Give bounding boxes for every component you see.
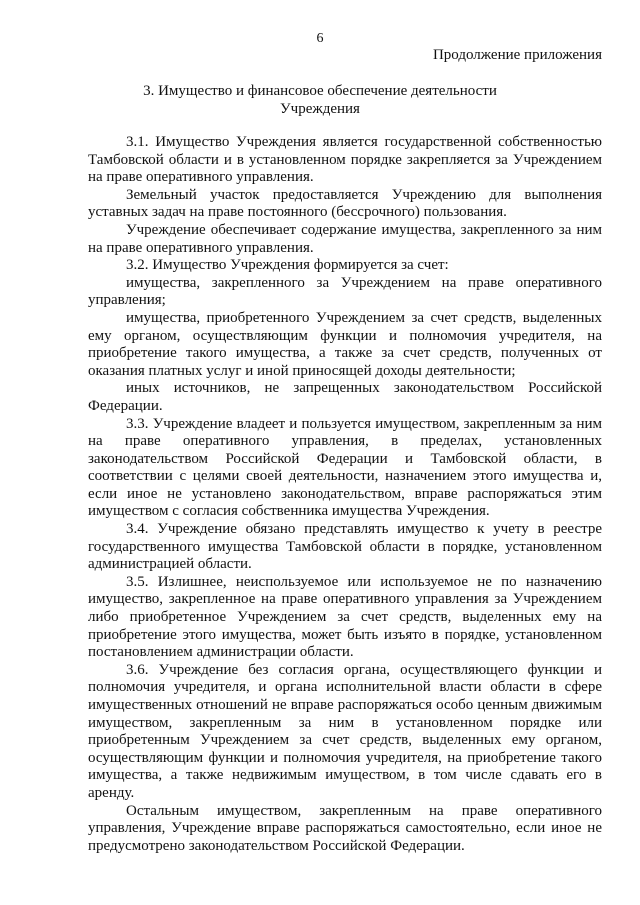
section-body (88, 134, 602, 855)
paragraph-3-2-item-1: имущества, закрепленного за Учреждением на праве оперативного управления; (88, 274, 602, 309)
paragraph-3-3: 3.3. Учреждение владеет и пользуется имуществом, закрепленным за ним на праве оперативного управления, в пределах, установленных законодательством Российской Федерации и Тамбовской области, в соответствии с целями своей деятельности, назначением этого имущества и, если иное не установлено законодательством, вправе распоряжаться этим имуществом с согласия собственника имущества Учреждения. (88, 415, 602, 520)
paragraph-3-2-item-3: иных источников, не запрещенных законодательством Российской Федерации. (88, 380, 602, 414)
paragraph-3-2-item-2: имущества, приобретенного Учреждением за счет средств, выделенных ему органом, осуществляющим функции и полномочия учредителя, на приобретение такого имущества, а также за счет средств, полученных от оказания платных услуг и иной приносящей доходы деятельности; (88, 309, 602, 379)
paragraph-land-plot: Земельный участок предоставляется Учреждению для выполнения уставных задач на праве постоянного (бессрочного) пользования. (88, 186, 602, 221)
paragraph-maintenance: Учреждение обеспечивает содержание имущества, закрепленного за ним на праве оперативного управления. (88, 221, 602, 256)
section-heading (120, 82, 520, 118)
paragraph-3-1: 3.1. Имущество Учреждения является государственной собственностью Тамбовской области и в установленном порядке закрепляется за Учреждением на праве оперативного управления. (88, 134, 602, 186)
section-title-line-2: Учреждения (280, 101, 360, 117)
continuation-note: Продолжение приложения (432, 47, 602, 63)
paragraph-3-2: 3.2. Имущество Учреждения формируется за счет: (126, 257, 449, 274)
paragraph-3-4: 3.4. Учреждение обязано представлять имущество к учету в реестре государственного имущества Тамбовской области в порядке, установленном администрацией области. (88, 521, 602, 573)
paragraph-3-6: 3.6. Учреждение без согласия органа, осуществляющего функции и полномочия учредителя, и органа исполнительной власти области в сфере имущественных отношений не вправе распоряжаться особо ценным движимым имуществом, закрепленным за ним в установленном порядке или приобретенным Учреждением за счет средств, выделенных ему органом, осуществляющим функции и полномочия учредителя, на приобретение такого имущества, а также недвижимым имуществом, в том числе сдавать его в аренду. (88, 661, 602, 801)
page-number: 6 (316, 31, 324, 46)
section-title-line-1: 3. Имущество и финансовое обеспечение деятельности (143, 83, 497, 99)
paragraph-other-property: Остальным имуществом, закрепленным на праве оперативного управления, Учреждение вправе распоряжаться самостоятельно, если иное не предусмотрено законодательством Российской Федерации. (88, 802, 602, 854)
paragraph-3-5: 3.5. Излишнее, неиспользуемое или используемое не по назначению имущество, закрепленное на праве оперативного управления за Учреждением либо приобретенное Учреждением за счет средств, выделенных ему на приобретение этого имущества, может быть изъято в порядке, установленном постановлением администрации области. (88, 573, 602, 661)
